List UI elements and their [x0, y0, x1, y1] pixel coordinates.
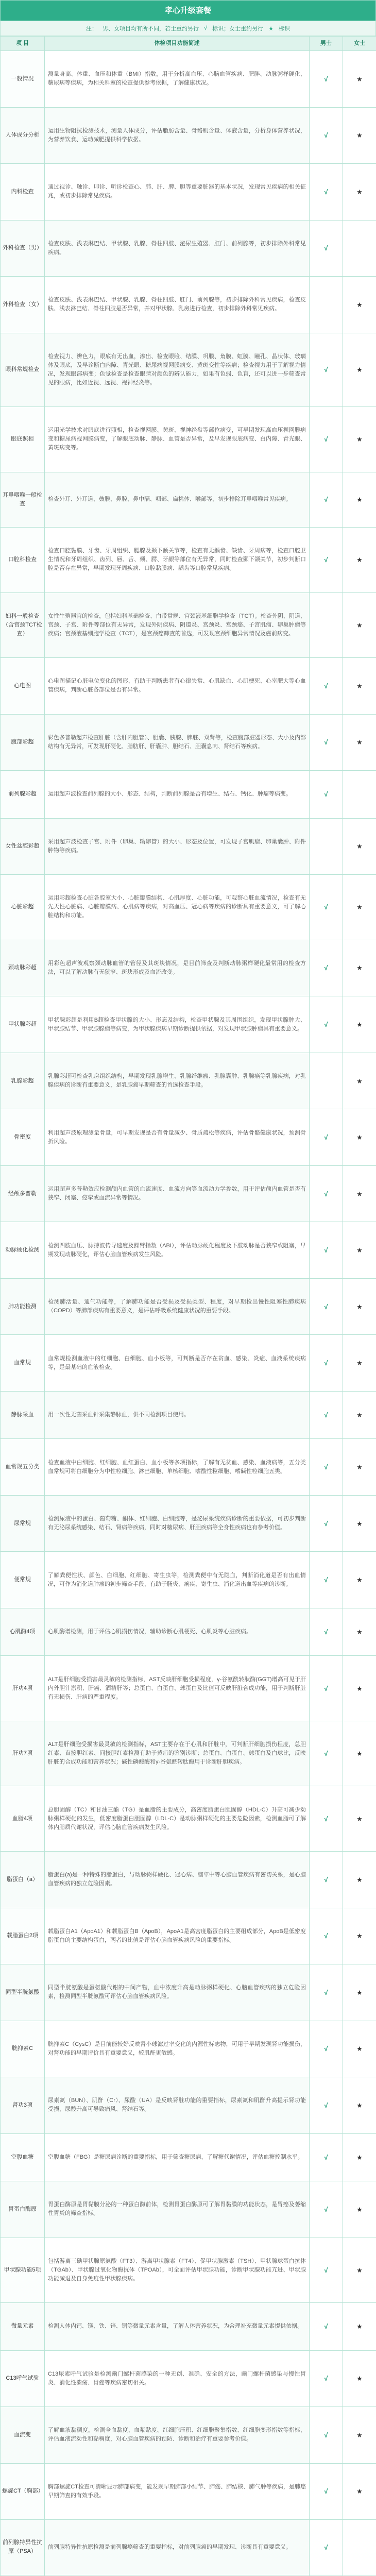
item-desc: 检查血液中白细胞、红细胞、血红蛋白、血小板等多项指标，了解有无贫血、感染、血液病等，五分类血常规可将白细胞分为中性粒细胞、淋巴细胞、单核细胞、嗜酸性粒细胞、嗜碱性粒细胞五类。 [45, 1439, 310, 1496]
male-mark: √ [310, 2407, 343, 2464]
item-name: 甲状腺彩超 [1, 996, 45, 1053]
item-desc: 通过视诊、触诊、叩诊、听诊检查心、肺、肝、脾、胆等重要脏器的基本状况，发现常见疾病的相关征兆，或初步排除常见疾病。 [45, 164, 310, 221]
female-mark: ★ [343, 1335, 376, 1392]
male-mark: √ [310, 1851, 343, 1908]
item-name: 女性盆腔彩超 [1, 818, 45, 875]
table-row [1, 2077, 376, 2134]
item-desc: 血常规检测血液中的红细胞、白细胞、血小板等，可判断是否存在贫血、感染、炎症、血液系统疾病等，是最基础的血液检查。 [45, 1335, 310, 1392]
male-mark: √ [310, 333, 343, 407]
item-name: 血常规五分类 [1, 1439, 45, 1496]
table-row [1, 2350, 376, 2407]
table-row [1, 875, 376, 940]
item-desc: 检查皮肤、浅表淋巴结、甲状腺、乳腺、脊柱四肢、泌尿生殖器、肛门、前列腺等，初步排除外科常见疾病。 [45, 220, 310, 277]
note-male: 标识；女士重约另行 [212, 26, 264, 32]
female-mark: ★ [343, 2133, 376, 2181]
item-name: 眼科常规检查 [1, 333, 45, 407]
item-name: 心脏彩超 [1, 875, 45, 940]
table-row [1, 2238, 376, 2303]
table-row [1, 996, 376, 1053]
table-row [1, 2181, 376, 2238]
item-desc: 心肌酶谱检测，用于评估心肌损伤情况，辅助诊断心肌梗死、心肌炎等心脏疾病。 [45, 1608, 310, 1656]
male-mark: √ [310, 1109, 343, 1166]
item-desc: 包括游离三碘甲状腺原氨酸（FT3）、游离甲状腺素（FT4）、促甲状腺激素（TSH）、甲状腺球蛋白抗体（TGAb）、甲状腺过氧化物酶抗体（TPOAb），可全面评估甲状腺功能，诊断甲状腺功能亢进、甲状腺功能减退及自身免疫性甲状腺疾病。 [45, 2238, 310, 2303]
item-desc: 甲状腺彩超是利用B超检查甲状腺的大小、形态及结构，检查甲状腺及其周围组织，发现甲状腺肿大、甲状腺结节、甲状腺腺瘤等病变，为甲状腺疾病早期诊断提供依据，对发现甲状腺肿瘤具有重要意义。 [45, 996, 310, 1053]
item-desc: 同型半胱氨酸是蛋氨酸代谢的中间产物，血中浓度升高是动脉粥样硬化、心脑血管疾病的独立危险因素，检测同型半胱氨酸可评估心脑血管疾病风险。 [45, 1964, 310, 2021]
item-name: 胱抑素C [1, 2021, 45, 2077]
item-desc: 运用光学技术对眼底进行照相，检查视网膜、黄斑、视神经盘等部位病变，可早期发现高血压视网膜病变和糖尿病视网膜病变，了解眼底动脉、静脉、血管是否异常，及早发现眼底病变、白内障、青光眼、黄斑病变等。 [45, 407, 310, 472]
male-mark [310, 818, 343, 875]
table-row [1, 1964, 376, 2021]
item-name: 同型半胱氨酸 [1, 1964, 45, 2021]
male-mark: √ [310, 1335, 343, 1392]
table-row [1, 1495, 376, 1552]
item-desc: 运用超声多普勒效应检测颅内血管的血流速度、血流方向等血流动力学参数，用于评估颅内血管是否有狭窄、闭塞、痉挛或血流异常等情况。 [45, 1165, 310, 1222]
table-row [1, 1278, 376, 1335]
female-mark [343, 771, 376, 819]
female-mark: ★ [343, 714, 376, 771]
table-row [1, 277, 376, 333]
item-name: 血流变 [1, 2407, 45, 2464]
male-mark: √ [310, 2077, 343, 2134]
female-mark: ★ [343, 1851, 376, 1908]
table-row [1, 528, 376, 593]
item-name: 肝功7项 [1, 1721, 45, 1786]
male-mark: √ [310, 220, 343, 277]
item-name: 便常规 [1, 1552, 45, 1608]
table-row [1, 1656, 376, 1721]
male-mark: √ [310, 164, 343, 221]
male-mark: √ [310, 1278, 343, 1335]
male-mark: √ [310, 1391, 343, 1439]
female-mark: ★ [343, 407, 376, 472]
female-mark: ★ [343, 1608, 376, 1656]
table-row [1, 1053, 376, 1109]
female-mark: ★ [343, 2238, 376, 2303]
table-row [1, 2520, 376, 2575]
exam-table [0, 36, 376, 2576]
table-row [1, 407, 376, 472]
male-mark: √ [310, 528, 343, 593]
female-mark: ★ [343, 940, 376, 996]
female-mark: ★ [343, 875, 376, 940]
male-mark: √ [310, 1222, 343, 1279]
male-mark: √ [310, 1495, 343, 1552]
female-mark: ★ [343, 164, 376, 221]
female-mark: ★ [343, 1278, 376, 1335]
table-row [1, 771, 376, 819]
male-mark: √ [310, 996, 343, 1053]
table-row [1, 51, 376, 108]
female-mark: ★ [343, 277, 376, 333]
item-name: 前列腺特异性抗原（PSA） [1, 2520, 45, 2575]
table-row [1, 1552, 376, 1608]
item-desc: 乳腺彩超可检查乳房组织结构，早期发现乳腺增生、乳腺纤维瘤、乳腺囊肿、乳腺癌等乳腺疾病，对乳腺疾病的诊断有重要意义，是乳腺癌早期筛查的首选检查手段。 [45, 1053, 310, 1109]
item-name: 颈动脉彩超 [1, 940, 45, 996]
male-mark: √ [310, 1786, 343, 1852]
item-name: 微量元素 [1, 2303, 45, 2351]
table-row [1, 1721, 376, 1786]
item-desc: 了解血液黏稠度，检测全血黏度、血浆黏度、红细胞压积、红细胞聚集指数、红细胞变形指数等指标，评估血液流动性和黏稠度，对心脑血管疾病的预防、诊断和治疗有重要参考价值。 [45, 2407, 310, 2464]
item-name: 载脂蛋白2项 [1, 1908, 45, 1964]
item-name: 腹部彩超 [1, 714, 45, 771]
male-mark: √ [310, 771, 343, 819]
female-mark: ★ [343, 1908, 376, 1964]
female-mark [343, 2520, 376, 2575]
item-name: 外科检查（女） [1, 277, 45, 333]
table-row [1, 658, 376, 715]
male-mark: √ [310, 2181, 343, 2238]
male-mark [310, 1053, 343, 1109]
table-row [1, 333, 376, 407]
item-desc: 胃蛋白酶原是胃黏膜分泌的一种蛋白酶前体，检测胃蛋白酶原可了解胃黏膜的功能状态，是胃癌及萎缩性胃炎的筛查指标。 [45, 2181, 310, 2238]
item-name: 一般情况 [1, 51, 45, 108]
table-row [1, 472, 376, 528]
item-name: 血常规 [1, 1335, 45, 1392]
item-desc: 彩色多普勒超声检查肝脏（含肝内胆管）、胆囊、胰腺、脾脏、双肾等，检查腹部脏器形态、大小及内部结构有无异常，可发现肝硬化、脂肪肝、肝囊肿、胆结石、胆囊息肉、肾结石等疾病。 [45, 714, 310, 771]
item-name: 肾功3项 [1, 2077, 45, 2134]
item-desc: 运用彩超检查心脏各腔室大小、心脏瓣膜结构、心肌厚度、心脏功能，可观察心脏血流情况，检查有无先天性心脏病、心脏瓣膜病、心肌病等疾病，对高血压、冠心病等疾病的诊断具有重要意义，可了解心脏结构和功能。 [45, 875, 310, 940]
table-row [1, 1786, 376, 1852]
item-desc: 检测尿液中的蛋白、葡萄糖、酮体、红细胞、白细胞等，是泌尿系统疾病诊断的重要依据，可初步判断有无泌尿系统感染、结石、肾病等疾病，同时对糖尿病、肝胆疾病等全身性疾病也有参考价值。 [45, 1495, 310, 1552]
male-mark [310, 277, 343, 333]
female-mark: ★ [343, 1786, 376, 1852]
female-mark: ★ [343, 1109, 376, 1166]
item-desc: ALT是肝细胞受损害最灵敏的检测指标，AST主要存在于心肌和肝脏中，可判断肝细胞损伤程度，总胆红素、直接胆红素、间接胆红素检测有助于黄疸的鉴别诊断；总蛋白、白蛋白、球蛋白及白球比，反映肝脏的合成功能和营养状况；碱性磷酸酶和γ-谷氨酰转肽酶用于诊断肝胆疾病。 [45, 1721, 310, 1786]
table-row [1, 2463, 376, 2520]
male-mark: √ [310, 1656, 343, 1721]
item-name: 外科检查（男） [1, 220, 45, 277]
female-mark: ★ [343, 2021, 376, 2077]
item-desc: 检测肺活量、通气功能等，了解肺功能是否受损及受损类型、程度，对早期检出慢性阻塞性肺疾病（COPD）等肺部疾病有重要意义，是评估呼吸系统健康状况的重要手段。 [45, 1278, 310, 1335]
female-mark: ★ [343, 2463, 376, 2520]
table-row [1, 220, 376, 277]
male-mark: √ [310, 1908, 343, 1964]
table-row [1, 2021, 376, 2077]
item-name: 内科检查 [1, 164, 45, 221]
male-mark: √ [310, 658, 343, 715]
item-name: C13呼气试验 [1, 2350, 45, 2407]
item-desc: 检测四肢血压、脉搏波传导速度及踝臂指数（ABI），评估动脉硬化程度及下肢动脉是否狭窄或阻塞，早期发现动脉硬化，评估心脑血管疾病发生风险。 [45, 1222, 310, 1279]
table-row [1, 1608, 376, 1656]
female-mark: ★ [343, 528, 376, 593]
female-mark: ★ [343, 2077, 376, 2134]
item-name: 乳腺彩超 [1, 1053, 45, 1109]
item-name: 耳鼻咽喉一般检查 [1, 472, 45, 528]
male-mark: √ [310, 2133, 343, 2181]
table-row [1, 592, 376, 658]
male-mark: √ [310, 407, 343, 472]
male-mark: √ [310, 1721, 343, 1786]
item-desc: 了解粪便性状、颜色、白细胞、红细胞、寄生虫等，检测粪便中有无隐血，判断消化道是否有出血情况，可作为消化道肿瘤的初步筛查手段，有助于肠炎、痢疾、寄生虫、消化道出血等疾病的诊断。 [45, 1552, 310, 1608]
item-desc: 检查皮肤、浅表淋巴结、甲状腺、乳腺、脊柱四肢、肛门、前列腺等，初步排除外科常见疾病，检查皮肤、浅表淋巴结、脊柱四肢是否异常，并对甲状腺、乳房进行检查，初步排除外科常见疾病。 [45, 277, 310, 333]
female-mark: ★ [343, 658, 376, 715]
item-name: 口腔科检查 [1, 528, 45, 593]
male-mark: √ [310, 2021, 343, 2077]
male-mark: √ [310, 714, 343, 771]
col-male: 男士 [310, 37, 343, 51]
female-mark: ★ [343, 1053, 376, 1109]
item-name: 血脂4项 [1, 1786, 45, 1852]
item-desc: 用彩色超声波观察颈动脉血管的管径及其斑块情况，是目前筛查及判断动脉粥样硬化最常用的检查方法，可以了解动脉有无狭窄、斑块形成及血流改变。 [45, 940, 310, 996]
male-check-icon: √ [204, 25, 208, 31]
item-name: 甲状腺功能5项 [1, 2238, 45, 2303]
item-name: 肺功能检测 [1, 1278, 45, 1335]
male-mark: √ [310, 1964, 343, 2021]
item-desc: 载脂蛋白A1（ApoA1）和载脂蛋白B（ApoB），ApoA1是高密度脂蛋白的主要组成部分，ApoB是低密度脂蛋白的主要结构蛋白，两者的比值是评估心脑血管疾病风险的重要指标。 [45, 1908, 310, 1964]
male-mark: √ [310, 940, 343, 996]
item-desc: 心电图描记心脏电位变化的图形，有助于判断患者有心律失常、心肌缺血、心肌梗死、心室肥大等心血管疾病，判断心脏各部位是否有异常。 [45, 658, 310, 715]
item-name: 螺旋CT（胸部） [1, 2463, 45, 2520]
item-desc: C13尿素呼气试验是检测幽门螺杆菌感染的一种无创、准确、安全的方法，幽门螺杆菌感染与慢性胃炎、消化性溃疡、胃癌等疾病密切相关。 [45, 2350, 310, 2407]
item-desc: 总胆固醇（TC）和甘油三酯（TG）是血脂的主要成分，高密度脂蛋白胆固醇（HDL-C）升高可减少动脉粥样硬化的发生，低密度脂蛋白胆固醇（LDL-C）是动脉粥样硬化的主要危险因素，检测血脂可了解体内脂质代谢状况，评估心脑血管疾病发生风险。 [45, 1786, 310, 1852]
item-name: 心肌酶4项 [1, 1608, 45, 1656]
item-desc: 检测人体内钙、镁、铁、锌、铜等微量元素含量，了解人体营养状况，为合理补充微量元素提供依据。 [45, 2303, 310, 2351]
male-mark: √ [310, 2463, 343, 2520]
table-row [1, 2407, 376, 2464]
table-row [1, 1222, 376, 1279]
male-mark: √ [310, 2520, 343, 2575]
item-desc: 检查视力、辨色力，眼底有无出血，渗出、检查眼睑、结膜、巩膜、角膜、虹膜、瞳孔、晶状体、玻璃体及眼底，及早诊断白内障、青光眼、糖尿病视网膜病变、黄斑变性等疾病；检查视力用于了解视力情况，发现眼部病变；色觉检查是检查眼睛对颜色的辨认能力，如果有色弱、色盲，还可以进一步筛查常见的眼病，比如近视、远视、视神经炎等。 [45, 333, 310, 407]
item-desc: 胸部螺旋CT检查可清晰显示肺部病变，能发现早期肺部小结节、肺癌、肺结核、肺气肿等疾病，是肺癌早期筛查的有效手段。 [45, 2463, 310, 2520]
male-mark: √ [310, 2350, 343, 2407]
table-row [1, 818, 376, 875]
table-row [1, 1335, 376, 1392]
legend-note [0, 21, 376, 36]
table-row [1, 164, 376, 221]
table-row [1, 940, 376, 996]
note-female: 标识 [278, 26, 290, 32]
col-female: 女士 [343, 37, 376, 51]
table-row [1, 1851, 376, 1908]
female-mark: ★ [343, 2350, 376, 2407]
female-mark: ★ [343, 1552, 376, 1608]
female-mark: ★ [343, 472, 376, 528]
item-desc: 脂蛋白(a)是一种特殊的脂蛋白，与动脉粥样硬化、冠心病、脑卒中等心脑血管疾病有密切关系，是心脑血管疾病的独立危险因素。 [45, 1851, 310, 1908]
item-name: 妇科一般检查（含宫颈TCT检查） [1, 592, 45, 658]
table-row [1, 1908, 376, 1964]
male-mark: √ [310, 1165, 343, 1222]
note-text: 男、女项目均有所不同，若士重约另行 [102, 26, 199, 32]
item-name: 尿常规 [1, 1495, 45, 1552]
table-row [1, 107, 376, 164]
item-desc: 运用超声波检查前列腺的大小、形态、结构，判断前列腺是否有增生、结石、钙化、肿瘤等病变。 [45, 771, 310, 819]
male-mark: √ [310, 107, 343, 164]
female-mark: ★ [343, 2181, 376, 2238]
item-name: 肝功4项 [1, 1656, 45, 1721]
female-mark: ★ [343, 1165, 376, 1222]
item-desc: 检查外耳、外耳道、鼓膜、鼻腔、鼻中隔、咽部、扁桃体、喉部等，初步排除耳鼻咽喉常见疾病。 [45, 472, 310, 528]
table-header [1, 37, 376, 51]
female-mark: ★ [343, 592, 376, 658]
item-name: 前列腺彩超 [1, 771, 45, 819]
table-row [1, 1439, 376, 1496]
female-mark: ★ [343, 2407, 376, 2464]
item-name: 空腹血糖 [1, 2133, 45, 2181]
male-mark: √ [310, 2238, 343, 2303]
item-name: 心电图 [1, 658, 45, 715]
item-desc: 空腹血糖（FBG）是糖尿病诊断的重要指标，用于筛查糖尿病，了解糖代谢情况，评估血糖控制水平。 [45, 2133, 310, 2181]
package-title: 孝心升级套餐 [0, 0, 376, 21]
item-desc: 女性生殖器官的检查，包括妇科基础检查、白带常规、宫颈液基细胞学检查（TCT）。检查外阴、阴道、宫颈、子宫、附件等部位有无异常，发现外阴疾病、阴道炎、宫颈炎、宫颈癌、子宫肌瘤、卵巢肿瘤等疾病；宫颈液基细胞学检查（TCT），是宫颈癌筛查的首选，可发现宫颈细胞异常情况及癌前病变。 [45, 592, 310, 658]
table-row [1, 1165, 376, 1222]
female-mark: ★ [343, 2303, 376, 2351]
male-mark [310, 592, 343, 658]
item-name: 胃蛋白酶原 [1, 2181, 45, 2238]
item-desc: 测量身高、体重、血压和体重（BMI）指数，用于分析高血压、心脑血管疾病、肥胖、动脉粥样硬化、糖尿病等疾病，为相关科室的检查提供参考依据，了解健康状况。 [45, 51, 310, 108]
item-name: 经颅多普勒 [1, 1165, 45, 1222]
item-name: 脂蛋白（a） [1, 1851, 45, 1908]
female-mark: ★ [343, 333, 376, 407]
male-mark: √ [310, 1608, 343, 1656]
item-desc: 用一次性无菌采血针采集静脉血，供不同检测项目使用。 [45, 1391, 310, 1439]
note-prefix: 注： [86, 26, 98, 32]
item-desc: 胱抑素C（CysC）是目前能较好反映肾小球滤过率变化的内源性标志物，可用于早期发现肾功能损伤，对肾功能的早期评价具有重要意义，较肌酐更敏感。 [45, 2021, 310, 2077]
item-name: 眼底照相 [1, 407, 45, 472]
male-mark: √ [310, 1439, 343, 1496]
female-mark: ★ [343, 1964, 376, 2021]
item-desc: 采用超声波检查子宫、附件（卵巢、输卵管）的大小、形态及位置，可发现子宫肌瘤、卵巢囊肿、附件肿物等疾病。 [45, 818, 310, 875]
item-desc: 尿素氮（BUN）、肌酐（Cr）、尿酸（UA）是反映肾脏功能的重要指标，尿素氮和肌酐升高提示肾功能受损，尿酸升高可导致痛风、肾结石等。 [45, 2077, 310, 2134]
table-row [1, 1109, 376, 1166]
female-mark: ★ [343, 996, 376, 1053]
item-name: 静脉采血 [1, 1391, 45, 1439]
item-name: 动脉硬化检测 [1, 1222, 45, 1279]
table-row [1, 1391, 376, 1439]
item-name: 骨密度 [1, 1109, 45, 1166]
item-desc: 运用生物阻抗检测技术，测量人体成分，评估脂肪含量、骨骼肌含量、体液含量，分析身体营养状况，为营养饮食、运动减肥提供科学依据。 [45, 107, 310, 164]
female-mark: ★ [343, 1222, 376, 1279]
female-mark: ★ [343, 107, 376, 164]
female-mark: ★ [343, 1391, 376, 1439]
female-mark: ★ [343, 51, 376, 108]
male-mark: √ [310, 2303, 343, 2351]
item-desc: 前列腺特异性抗原检测是前列腺癌筛查的重要指标，对前列腺癌的早期发现、诊断具有重要意义。 [45, 2520, 310, 2575]
male-mark: √ [310, 472, 343, 528]
item-name: 人体成分分析 [1, 107, 45, 164]
item-desc: ALT是肝细胞受损害最灵敏的检测指标，AST反映肝细胞受损程度，γ-谷氨酰转肽酶(GGT)增高可见于肝内外胆汁淤积、肝癌、酒精肝等；总蛋白、白蛋白、球蛋白及比值可反映肝脏合成功能，用于判断肝脏有无损伤、肝病的严重程度。 [45, 1656, 310, 1721]
table-row [1, 714, 376, 771]
female-mark: ★ [343, 1495, 376, 1552]
male-mark: √ [310, 875, 343, 940]
male-mark: √ [310, 51, 343, 108]
female-mark: ★ [343, 1439, 376, 1496]
col-item: 项 目 [1, 37, 45, 51]
col-desc: 体检项目功能简述 [45, 37, 310, 51]
item-desc: 检查口腔黏膜、牙齿、牙周组织、腮腺及颞下颌关节等，检查有无龋齿、缺齿、牙周病等，检查口腔卫生情况和牙周组织、齿列、唇、舌、颊、腭、牙龈等部位有无异常，同时检查颞下颌关节，初步判断口腔是否存在异常，早期发现牙周疾病、口腔黏膜病、龋齿等口腔常见疾病。 [45, 528, 310, 593]
female-mark: ★ [343, 1656, 376, 1721]
table-body [1, 51, 376, 2576]
table-row [1, 2303, 376, 2351]
male-mark: √ [310, 1552, 343, 1608]
female-mark: ★ [343, 818, 376, 875]
female-star-icon: ★ [268, 25, 274, 32]
female-mark [343, 220, 376, 277]
female-mark: ★ [343, 1721, 376, 1786]
table-row [1, 2133, 376, 2181]
item-desc: 利用超声波原理测量骨量，可早期发现是否有骨量减少、骨质疏松等疾病，评估骨骼健康状况，预测骨折风险。 [45, 1109, 310, 1166]
